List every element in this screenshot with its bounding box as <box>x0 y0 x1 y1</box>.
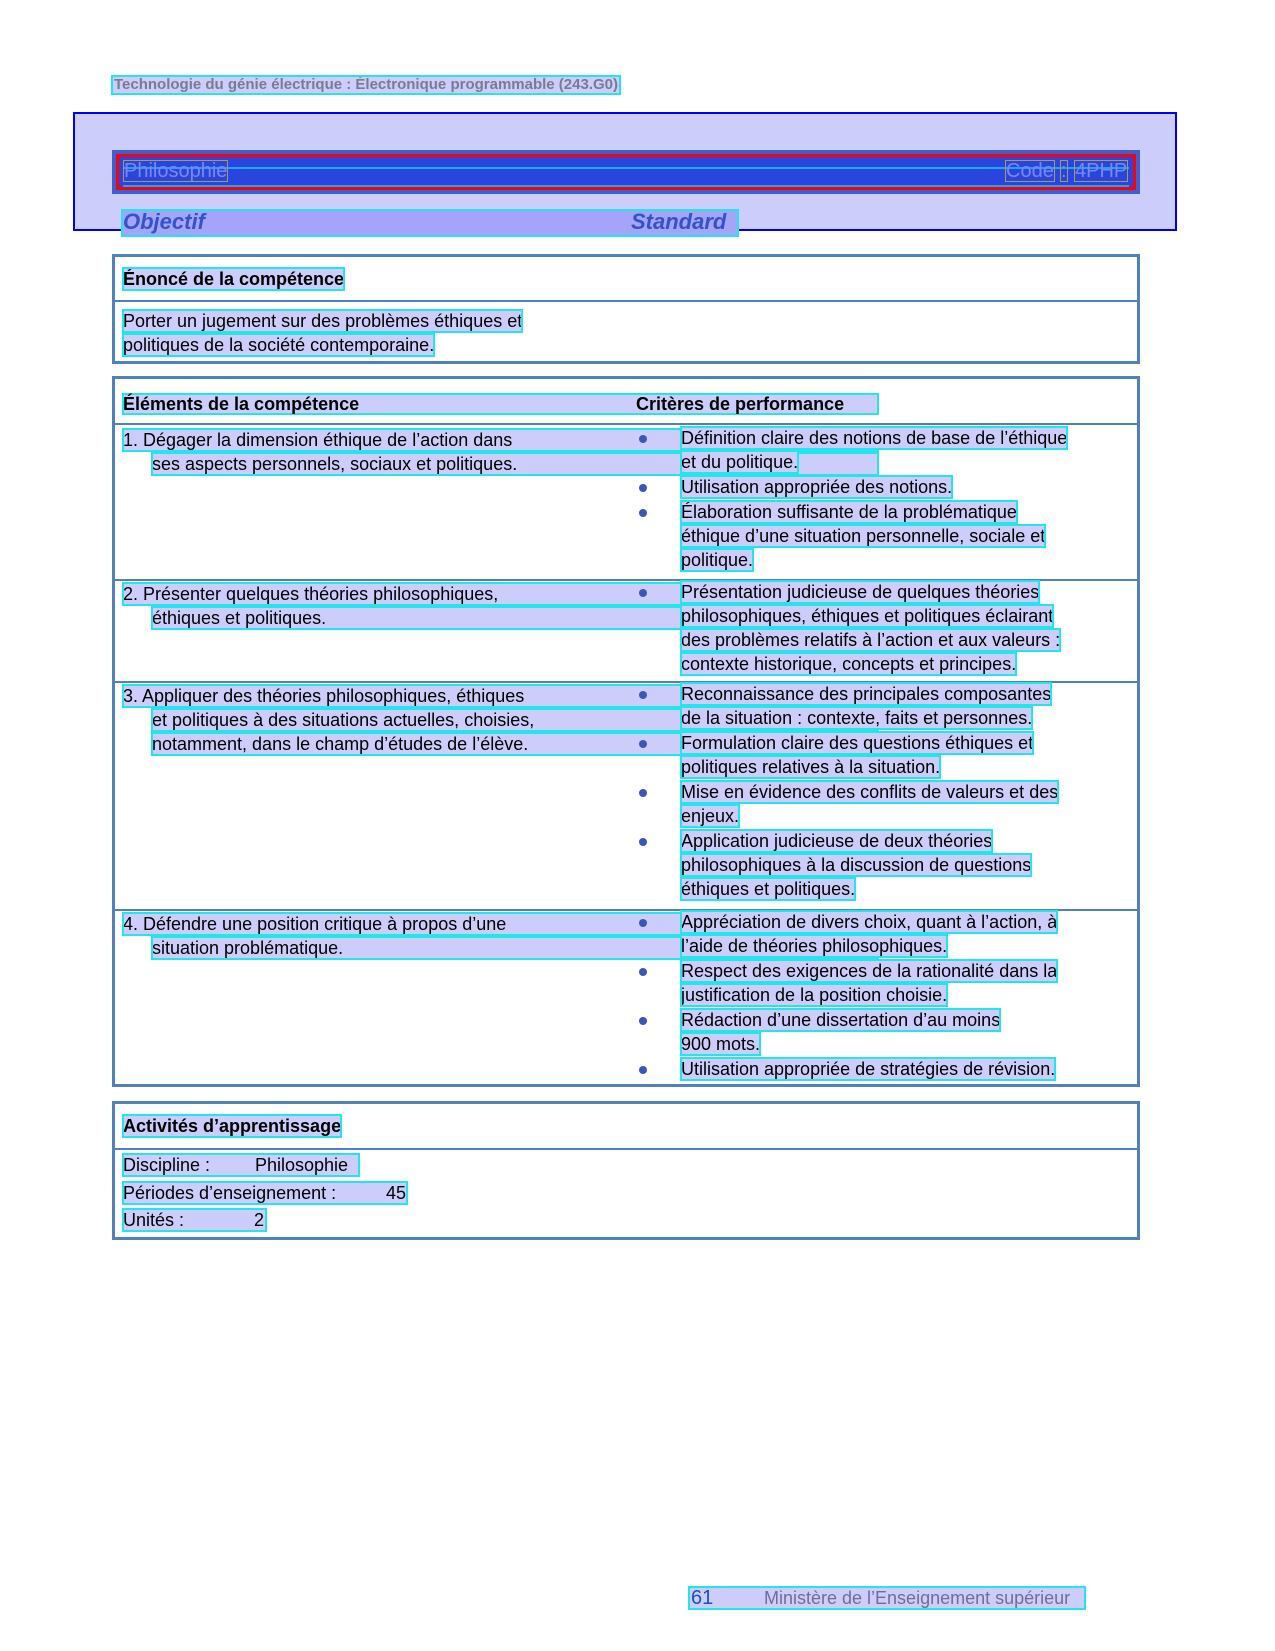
element-line: notamment, dans le champ d’études de l’élève. <box>152 733 878 755</box>
criterion-line: enjeux. <box>681 806 740 826</box>
statement-line: politiques de la société contemporaine. <box>123 335 435 355</box>
bullet-icon <box>639 484 647 492</box>
element-line: 1. Dégager la dimension éthique de l’action dans <box>123 429 878 451</box>
periods-line <box>123 1182 407 1204</box>
criterion-line: Application judicieuse de deux théories <box>681 831 993 851</box>
criterion-line: Utilisation appropriée des notions. <box>681 477 953 497</box>
footer <box>689 1587 1085 1609</box>
bullet-icon <box>639 509 647 517</box>
units-value: 2 <box>254 1210 265 1230</box>
element-line: 2. Présenter quelques théories philosophiques, <box>123 583 878 605</box>
discipline-value: Philosophie <box>255 1155 349 1175</box>
activities-heading: Activités d’apprentissage <box>123 1116 342 1136</box>
page-number: 61 <box>691 1587 714 1609</box>
periods-label: Périodes d’enseignement : <box>123 1183 337 1203</box>
criterion-line: Mise en évidence des conflits de valeurs et des <box>681 782 1059 802</box>
criterion-line: politiques relatives à la situation. <box>681 757 941 777</box>
code-value: 4PHP <box>1075 160 1128 182</box>
running-head: Technologie du génie électrique : Électronique programmable (243.G0) <box>114 76 618 93</box>
standard-label: Standard <box>631 209 727 234</box>
title-line <box>123 167 1129 187</box>
criterion-line: Élaboration suffisante de la problématique <box>681 502 1017 522</box>
periods-value: 45 <box>386 1183 407 1203</box>
bullet-icon <box>639 789 647 797</box>
criterion-line: éthiques et politiques. <box>681 879 856 899</box>
criterion-line: philosophiques à la discussion de questions <box>681 855 1032 875</box>
elements-heading: Éléments de la compétence <box>123 394 360 414</box>
criterion-line: Utilisation appropriée de stratégies de révision. <box>681 1059 1056 1079</box>
bullet-icon <box>639 919 647 927</box>
criterion-line: Appréciation de divers choix, quant à l’action, à <box>681 912 1058 932</box>
criterion-line: philosophiques, éthiques et politiques éclairant <box>681 606 1054 626</box>
bullet-icon <box>639 435 647 443</box>
title-bar-frame <box>116 154 1136 190</box>
statement-heading: Énoncé de la compétence <box>123 269 345 289</box>
element-line: 4. Défendre une position critique à propos d’une <box>123 913 878 935</box>
criterion-line: politique. <box>681 550 754 570</box>
criterion-line: Présentation judicieuse de quelques théories <box>681 582 1040 602</box>
criterion-line: contexte historique, concepts et principes. <box>681 654 1017 674</box>
bullet-icon <box>639 1017 647 1025</box>
statement-line: Porter un jugement sur des problèmes éthiques et <box>123 311 523 331</box>
element-line: situation problématique. <box>152 937 878 959</box>
code-label: Code <box>1006 160 1054 182</box>
divider <box>115 300 1137 302</box>
element-line: et politiques à des situations actuelles, choisies, <box>152 709 878 731</box>
bullet-icon <box>639 968 647 976</box>
criteria-heading: Critères de performance <box>636 394 845 414</box>
discipline-line <box>123 1154 359 1176</box>
bullet-icon <box>639 1066 647 1074</box>
units-line <box>123 1209 266 1231</box>
bullet-icon <box>639 838 647 846</box>
divider <box>115 423 1137 425</box>
criterion-line: 900 mots. <box>681 1034 761 1054</box>
bullet-icon <box>639 691 647 699</box>
divider <box>115 1148 1137 1150</box>
element-line: 3. Appliquer des théories philosophiques, éthiques <box>123 685 878 707</box>
bullet-icon <box>639 740 647 748</box>
statement-box <box>112 254 1140 364</box>
activities-box <box>112 1101 1140 1240</box>
criterion-line: justification de la position choisie. <box>681 985 948 1005</box>
bullet-icon <box>639 589 647 597</box>
ministry-name: Ministère de l’Enseignement supérieur <box>764 1588 1071 1608</box>
units-label: Unités : <box>123 1210 185 1230</box>
discipline-label: Discipline : <box>123 1155 211 1175</box>
elements-box <box>112 376 1140 1087</box>
element-line: ses aspects personnels, sociaux et politiques. <box>152 453 878 475</box>
criterion-line: de la situation : contexte, faits et personnes. <box>681 708 1033 728</box>
title-bar <box>112 150 1140 194</box>
criterion-line: des problèmes relatifs à l’action et aux valeurs : <box>681 630 1061 650</box>
criterion-line: Respect des exigences de la rationalité dans la <box>681 961 1058 981</box>
element-line: éthiques et politiques. <box>152 607 878 629</box>
criterion-line: éthique d’une situation personnelle, sociale et <box>681 526 1046 546</box>
criterion-line: Définition claire des notions de base de l’éthique <box>681 428 1068 448</box>
code-separator: : <box>1061 160 1067 182</box>
criterion-line: Reconnaissance des principales composantes <box>681 684 1052 704</box>
criterion-line: Formulation claire des questions éthiques et <box>681 733 1034 753</box>
criterion-line: Rédaction d’une dissertation d’au moins <box>681 1010 1001 1030</box>
discipline-title: Philosophie <box>124 160 228 182</box>
objective-label: Objectif <box>123 209 205 234</box>
column-labels <box>123 211 737 235</box>
criterion-line: l’aide de théories philosophiques. <box>681 936 948 956</box>
criterion-line: et du politique. <box>681 452 799 472</box>
